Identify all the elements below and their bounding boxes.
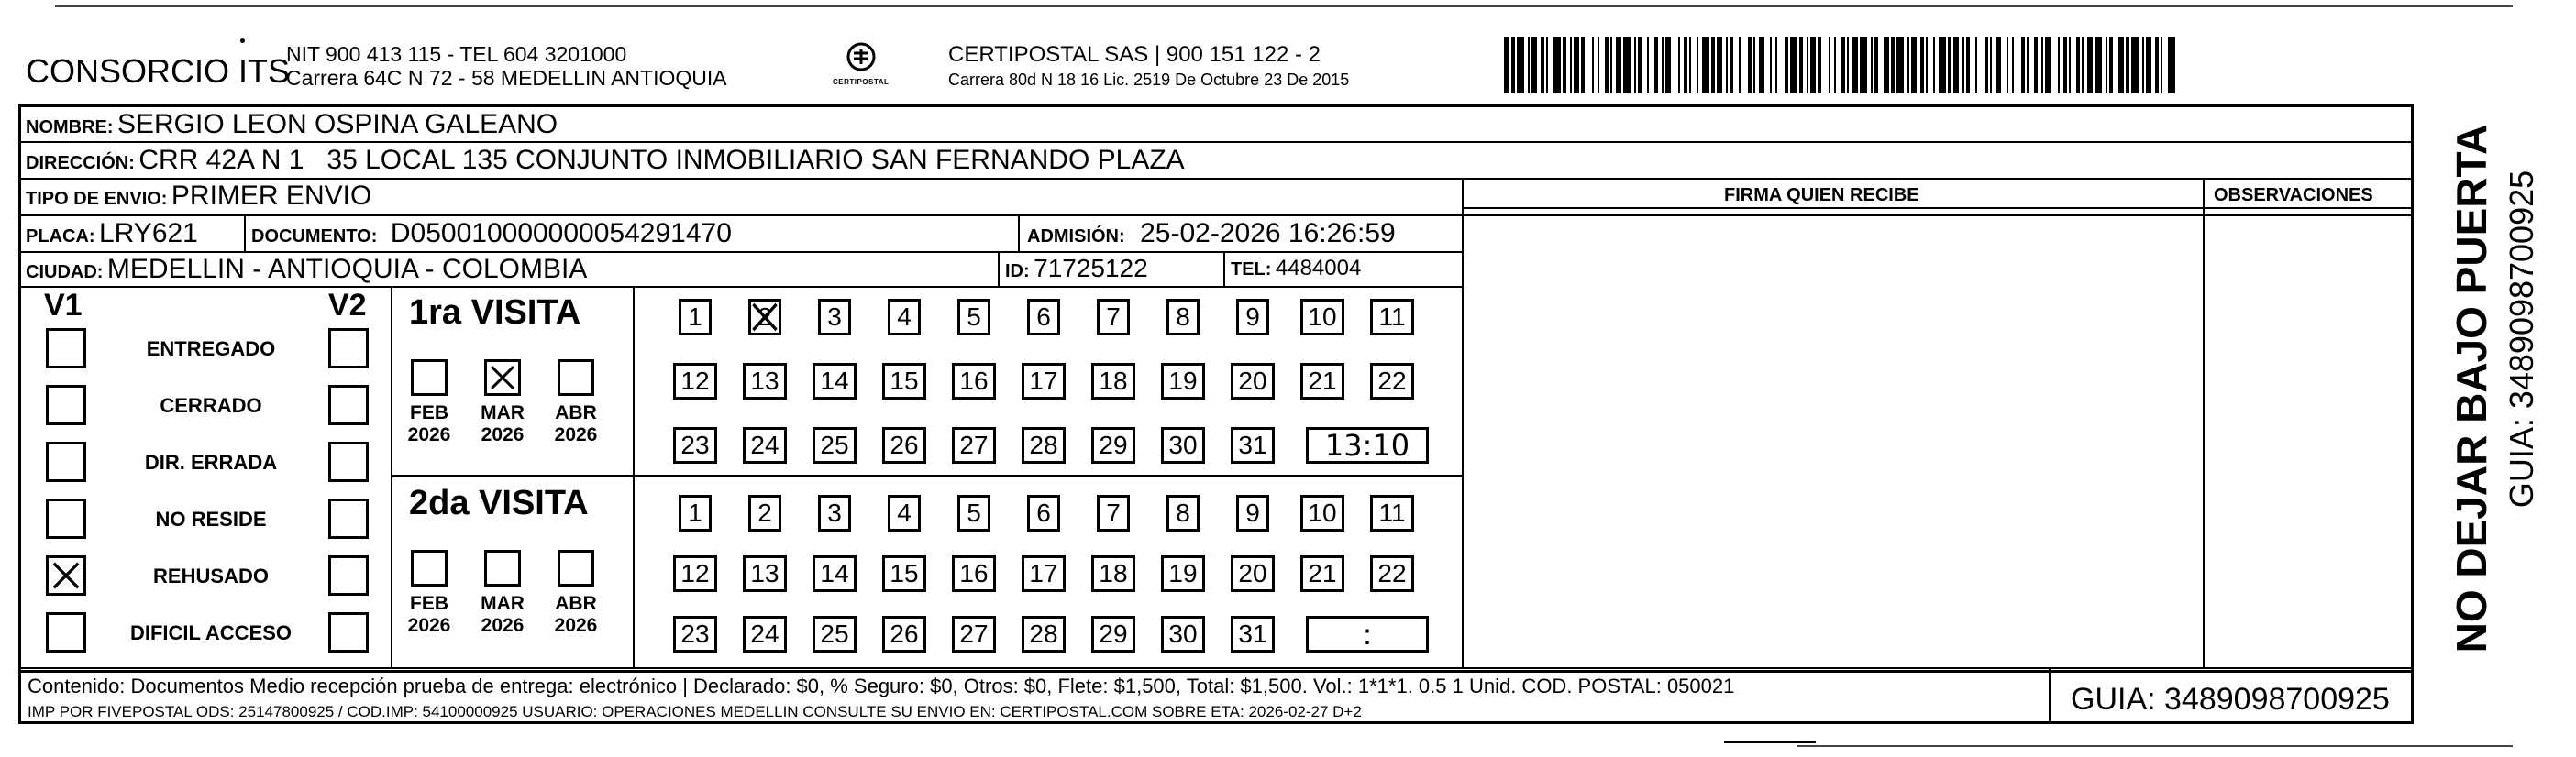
barcode: [1504, 37, 2183, 93]
visit-time-field[interactable]: :: [1306, 616, 1429, 653]
day-checkbox[interactable]: 9: [1236, 299, 1269, 335]
month-checkbox-mar[interactable]: [484, 359, 521, 396]
day-checkbox[interactable]: 26: [882, 427, 926, 464]
v2-checkbox[interactable]: [328, 555, 369, 596]
month-year: 2026: [554, 615, 598, 636]
guide-main-frame: [18, 104, 2414, 673]
row-divider: [18, 141, 2414, 143]
row-divider: [18, 214, 2414, 216]
visit-time-field[interactable]: 13:10: [1306, 427, 1429, 464]
day-checkbox[interactable]: 17: [1022, 555, 1066, 592]
month-year: 2026: [554, 424, 598, 445]
status-option-label: CERRADO: [160, 394, 262, 417]
month-year: 2026: [481, 615, 525, 636]
documento-row: [251, 220, 732, 247]
logo-text: CERTIPOSTAL: [833, 78, 890, 86]
status-option-label: DIFICIL ACCESO: [129, 621, 292, 644]
v1-checkbox[interactable]: [46, 499, 86, 539]
tipo-row: [26, 182, 371, 210]
day-checkbox[interactable]: 23: [673, 427, 717, 464]
direccion-value: CRR 42A N 1 35 LOCAL 135 CONJUNTO INMOBILIARIO SAN FERNANDO PLAZA: [138, 145, 1185, 175]
day-checkbox[interactable]: 18: [1091, 555, 1135, 592]
day-checkbox[interactable]: 6: [1027, 299, 1060, 335]
day-checkbox[interactable]: 19: [1161, 555, 1205, 592]
v1-checkbox[interactable]: [46, 442, 86, 482]
day-checkbox[interactable]: 1: [679, 495, 712, 532]
day-checkbox[interactable]: 12: [673, 363, 717, 400]
documento-label: DOCUMENTO:: [251, 226, 378, 247]
day-checkbox[interactable]: 16: [952, 363, 996, 400]
tel-value: 4484004: [1275, 256, 1362, 280]
day-checkbox[interactable]: 24: [743, 427, 787, 464]
day-checkbox[interactable]: 31: [1231, 427, 1275, 464]
row-divider: [18, 178, 2414, 180]
day-checkbox[interactable]: 15: [882, 555, 926, 592]
month-checkbox-feb[interactable]: [411, 359, 448, 396]
v1-checkbox[interactable]: [46, 385, 86, 425]
day-checkbox[interactable]: 2: [748, 495, 781, 532]
footer-guia: GUIA: 3489098700925: [2071, 682, 2390, 717]
day-checkbox[interactable]: 11: [1370, 299, 1414, 335]
direccion-row: [26, 147, 1185, 174]
observaciones-label: OBSERVACIONES: [2214, 185, 2373, 205]
guia-vertical: GUIA: 3489098700925: [2503, 170, 2540, 509]
day-checkbox[interactable]: 2: [748, 299, 781, 335]
day-checkbox[interactable]: 3: [818, 299, 851, 335]
day-checkbox[interactable]: 6: [1027, 495, 1060, 532]
status-option-label: ENTREGADO: [146, 337, 276, 360]
day-checkbox[interactable]: 4: [888, 495, 921, 532]
row-divider: [391, 475, 1462, 477]
admision-label: ADMISIÓN:: [1027, 226, 1125, 247]
row-divider: [18, 251, 1462, 253]
nombre-row: [26, 111, 558, 138]
month-name: MAR: [481, 402, 525, 423]
day-checkbox[interactable]: 20: [1231, 363, 1275, 400]
v2-label: V2: [328, 288, 367, 323]
ciudad-value: MEDELLIN - ANTIOQUIA - COLOMBIA: [106, 254, 588, 284]
row-divider: [1462, 207, 2412, 209]
status-option-label: DIR. ERRADA: [144, 451, 278, 474]
day-checkbox[interactable]: 12: [673, 555, 717, 592]
month-checkbox-feb[interactable]: [411, 550, 448, 587]
day-checkbox[interactable]: 1: [679, 299, 712, 335]
certipostal-logo: [829, 38, 893, 93]
month-year: 2026: [407, 424, 451, 445]
day-checkbox[interactable]: 31: [1231, 616, 1275, 653]
day-checkbox[interactable]: 28: [1022, 616, 1066, 653]
day-checkbox[interactable]: 20: [1231, 555, 1275, 592]
admision-value: 25-02-2026 16:26:59: [1140, 218, 1396, 248]
nombre-label: NOMBRE:: [26, 117, 114, 137]
month-name: ABR: [555, 593, 597, 614]
no-dejar-warning: NO DEJAR BAJO PUERTA: [2448, 124, 2495, 653]
v2-checkbox[interactable]: [328, 499, 369, 539]
id-value: 71725122: [1034, 254, 1148, 282]
day-checkbox[interactable]: 9: [1236, 495, 1269, 532]
nombre-value: SERGIO LEON OSPINA GALEANO: [117, 109, 558, 139]
status-option-label: REHUSADO: [153, 565, 269, 587]
col-divider: [2203, 178, 2205, 669]
day-checkbox[interactable]: 21: [1300, 555, 1344, 592]
dot-mark: [240, 38, 245, 43]
day-checkbox[interactable]: 13: [743, 363, 787, 400]
month-year: 2026: [407, 615, 451, 636]
placa-value: LRY621: [99, 218, 198, 248]
day-checkbox[interactable]: 22: [1370, 363, 1414, 400]
day-checkbox[interactable]: 18: [1091, 363, 1135, 400]
day-checkbox[interactable]: 25: [813, 616, 857, 653]
day-checkbox[interactable]: 25: [813, 427, 857, 464]
v2-checkbox[interactable]: [328, 328, 369, 368]
placa-row: [26, 220, 198, 247]
day-checkbox[interactable]: 13: [743, 555, 787, 592]
carrier-address: Carrera 80d N 18 16 Lic. 2519 De Octubre 23 De 2015: [948, 71, 1350, 89]
day-checkbox[interactable]: 24: [743, 616, 787, 653]
day-checkbox[interactable]: 16: [952, 555, 996, 592]
day-checkbox[interactable]: 10: [1300, 299, 1344, 335]
month-checkbox-abr[interactable]: [558, 550, 594, 587]
day-checkbox[interactable]: 5: [957, 299, 990, 335]
day-checkbox[interactable]: 28: [1022, 427, 1066, 464]
day-checkbox[interactable]: 4: [888, 299, 921, 335]
first-visit-title: 1ra VISITA: [409, 293, 581, 332]
scan-edge-line: [55, 5, 2513, 7]
day-checkbox[interactable]: 30: [1161, 427, 1205, 464]
month-name: FEB: [410, 402, 448, 423]
v2-checkbox[interactable]: [328, 385, 369, 425]
v2-checkbox[interactable]: [328, 442, 369, 482]
tipo-label: TIPO DE ENVIO:: [26, 189, 168, 209]
col-divider: [1462, 178, 1464, 669]
v1-checkbox[interactable]: [46, 328, 86, 368]
footer-imp: IMP POR FIVEPOSTAL ODS: 25147800925 / COD.IMP: 54100000925 USUARIO: OPERACIONES MEDELLIN CONSULTE SU ENVIO EN: CERTIPOSTAL.COM SOBRE ETA: 2026-02-27 D+2: [28, 703, 1362, 720]
day-checkbox[interactable]: 26: [882, 616, 926, 653]
second-visit-title: 2da VISITA: [409, 484, 589, 522]
day-checkbox[interactable]: 27: [952, 427, 996, 464]
day-checkbox[interactable]: 19: [1161, 363, 1205, 400]
tel-row: [1231, 258, 1361, 280]
day-checkbox[interactable]: 29: [1091, 427, 1135, 464]
status-option-label: NO RESIDE: [155, 508, 267, 531]
day-checkbox[interactable]: 27: [952, 616, 996, 653]
col-divider: [1223, 251, 1225, 286]
footer-contenido: Contenido: Documentos Medio recepción prueba de entrega: electrónico | Declarado: $0, % Seguro: $0, Otros: $0, Flete: $1,500, Total: $1,500. Vol.: 1*1*1. 0.5 1 Unid. COD. POSTAL: 050021: [28, 675, 1735, 697]
tel-label: TEL:: [1231, 259, 1272, 280]
v1-label: V1: [44, 288, 83, 323]
day-checkbox[interactable]: 21: [1300, 363, 1344, 400]
day-check-mark: [748, 299, 781, 335]
month-checkbox-mar[interactable]: [484, 550, 521, 587]
day-checkbox[interactable]: 15: [882, 363, 926, 400]
scan-edge-line: [1797, 745, 2513, 747]
company-name: CONSORCIO ITS: [26, 52, 291, 90]
documento-value: D050010000000054291470: [390, 218, 732, 248]
month-name: MAR: [481, 593, 525, 614]
day-checkbox[interactable]: 30: [1161, 616, 1205, 653]
day-checkbox[interactable]: 23: [673, 616, 717, 653]
ciudad-row: [26, 256, 587, 283]
day-checkbox[interactable]: 17: [1022, 363, 1066, 400]
row-divider: [18, 286, 1462, 288]
admision-row: [1027, 220, 1396, 247]
company-nit: NIT 900 413 115 - TEL 604 3201000: [286, 42, 627, 66]
day-checkbox[interactable]: 11: [1370, 495, 1414, 532]
col-divider: [244, 214, 246, 251]
v1-checkbox[interactable]: [46, 612, 86, 653]
tipo-value: PRIMER ENVIO: [171, 181, 372, 211]
firma-label: FIRMA QUIEN RECIBE: [1724, 185, 1919, 205]
month-name: FEB: [410, 593, 448, 614]
v2-checkbox[interactable]: [328, 612, 369, 653]
day-checkbox[interactable]: 14: [813, 555, 857, 592]
direccion-label: DIRECCIÓN:: [26, 153, 135, 173]
day-checkbox[interactable]: 7: [1097, 495, 1130, 532]
id-row: [1005, 256, 1148, 281]
day-checkbox[interactable]: 14: [813, 363, 857, 400]
month-name: ABR: [555, 402, 597, 423]
day-checkbox[interactable]: 22: [1370, 555, 1414, 592]
col-divider: [998, 251, 1000, 286]
day-checkbox[interactable]: 29: [1091, 616, 1135, 653]
col-divider: [1018, 214, 1020, 251]
carrier-name: CERTIPOSTAL SAS | 900 151 122 - 2: [948, 42, 1321, 67]
v1-checkbox[interactable]: [46, 555, 86, 596]
day-checkbox[interactable]: 3: [818, 495, 851, 532]
placa-label: PLACA:: [26, 226, 95, 247]
ciudad-label: CIUDAD:: [26, 262, 104, 282]
day-checkbox[interactable]: 7: [1097, 299, 1130, 335]
day-checkbox[interactable]: 5: [957, 495, 990, 532]
day-checkbox[interactable]: 8: [1166, 299, 1200, 335]
day-checkbox[interactable]: 8: [1166, 495, 1200, 532]
month-checkbox-abr[interactable]: [558, 359, 594, 396]
company-address: Carrera 64C N 72 - 58 MEDELLIN ANTIOQUIA: [286, 66, 727, 90]
day-checkbox[interactable]: 10: [1300, 495, 1344, 532]
scan-edge-line: [1724, 741, 1816, 743]
month-year: 2026: [481, 424, 525, 445]
id-label: ID:: [1005, 261, 1030, 281]
